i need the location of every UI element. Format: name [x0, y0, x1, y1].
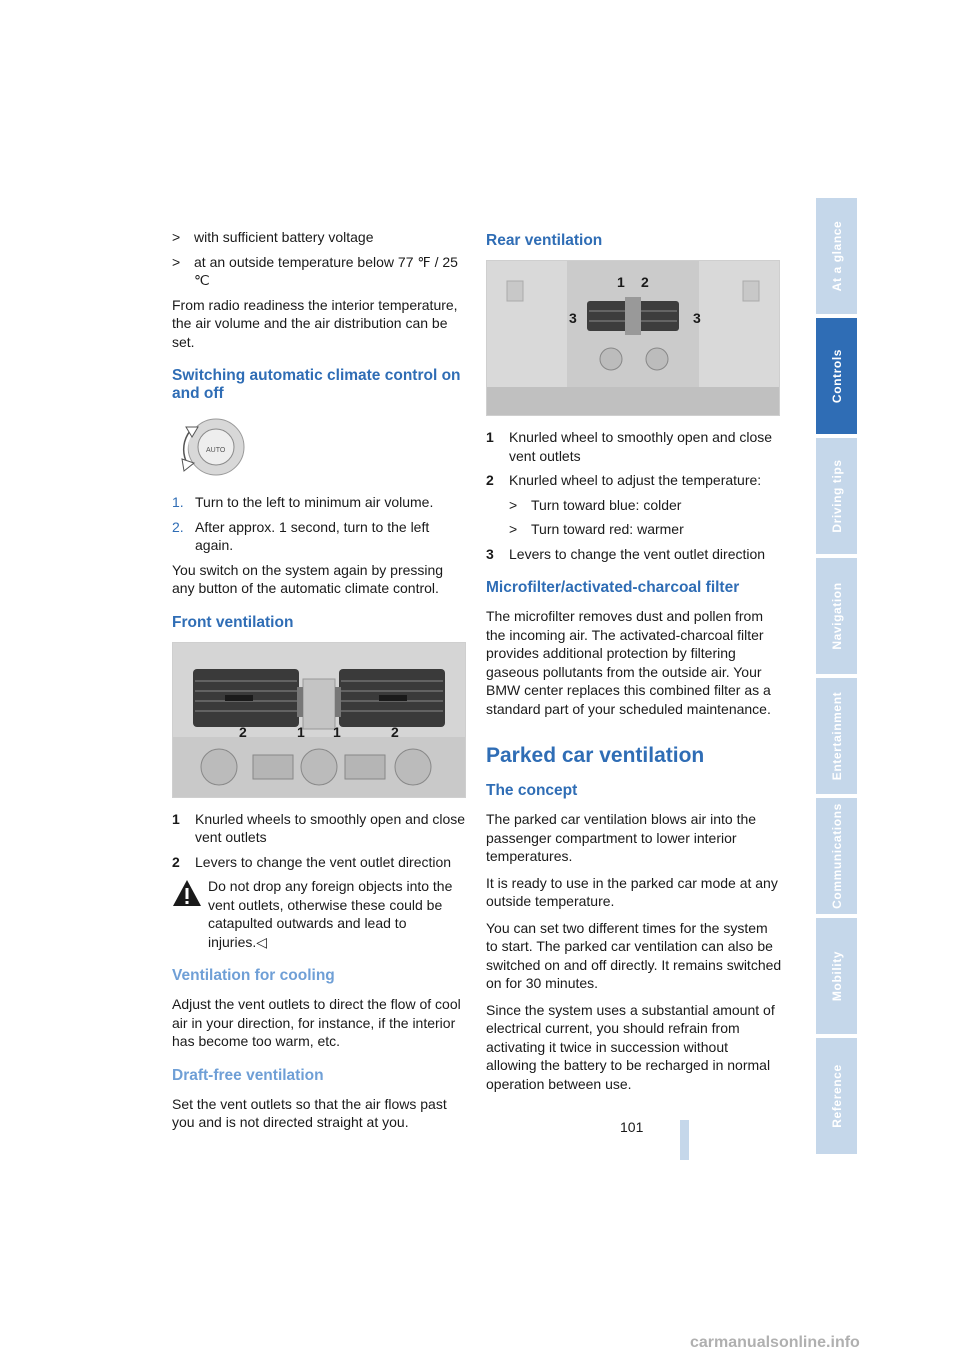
bullet-item [172, 253, 468, 290]
page-number-bar [680, 1120, 689, 1160]
legend-number: 3 [486, 545, 494, 562]
knob-illustration [172, 413, 252, 483]
legend-text: Knurled wheel to smoothly open and close vent outlets [509, 429, 773, 464]
legend-number: 2 [172, 853, 180, 870]
bullet-marker: > [509, 496, 518, 513]
concept-paragraph: The parked car ventilation blows air into the passenger compartment to lower interior temperatures. [486, 811, 757, 864]
heading-concept: The concept [486, 782, 578, 799]
bullet-marker: > [509, 521, 518, 537]
tab-driving-tips[interactable] [816, 438, 857, 554]
warning-icon [172, 879, 202, 907]
legend-text: Levers to change the vent outlet direction [509, 545, 766, 562]
tab-controls[interactable] [816, 318, 857, 434]
tab-entertainment[interactable] [816, 678, 857, 794]
tab-communications[interactable] [816, 798, 857, 914]
draft-text: Set the vent outlets so that the air flows past you and is not directed straight at you. [172, 1095, 447, 1130]
tab-label: Mobility [829, 950, 844, 1002]
bullet-text: Turn toward blue: colder [531, 496, 682, 513]
sub-bullet [509, 496, 782, 515]
heading-front-ventilation: Front ventilation [172, 613, 294, 631]
callout-2-left: 2 [239, 723, 247, 740]
legend-text: Levers to change the vent outlet direction [195, 853, 452, 870]
sub-bullet [509, 520, 782, 539]
legend-item [486, 545, 782, 564]
intro-paragraph: From radio readiness the interior temperature, the air volume and the air distribution can be set. [172, 296, 458, 350]
switching-note: You switch on the system again by pressing any button of the automatic climate control. [172, 561, 444, 596]
step-number: 1. [172, 494, 184, 510]
step-number: 2. [172, 518, 184, 535]
concept-paragraph: You can set two different times for the system to start. The parked car ventilation can also be switched on and off directly. It remains switched on for 30 minutes. [486, 919, 782, 991]
bullet-text: at an outside temperature below 77 ℉ / 25 ℃ [194, 253, 458, 288]
tab-label: Entertainment [829, 691, 844, 781]
callout-3-right: 3 [693, 310, 701, 326]
bullet-marker: > [172, 253, 181, 270]
front-ventilation-figure [172, 642, 466, 798]
legend-number: 1 [486, 429, 494, 445]
tab-label: Controls [829, 348, 844, 404]
rear-ventilation-figure [486, 260, 780, 416]
right-column [486, 228, 782, 1101]
tab-label: Driving tips [829, 459, 844, 533]
tab-label: At a glance [829, 220, 844, 292]
callout-1-left: 1 [297, 723, 305, 740]
heading-rear-ventilation: Rear ventilation [486, 232, 603, 249]
legend-number: 1 [172, 810, 180, 827]
tab-label: Navigation [829, 582, 844, 650]
step-text: Turn to the left to minimum air volume. [195, 494, 434, 510]
tab-label: Reference [829, 1064, 844, 1128]
concept-paragraph: It is ready to use in the parked car mode at any outside temperature. [486, 874, 778, 909]
tab-mobility[interactable] [816, 918, 857, 1034]
tab-navigation[interactable] [816, 558, 857, 674]
watermark: carmanualsonline.info [690, 1334, 860, 1351]
warning-text: Do not drop any foreign objects into the vent outlets, otherwise these could be catapulted outwards and lead to injuries.◁ [208, 878, 453, 950]
bullet-text: Turn toward red: warmer [531, 521, 684, 537]
callout-1-right: 1 [333, 723, 341, 740]
tab-label: Communications [829, 803, 844, 909]
filter-text: The microfilter removes dust and pollen from the incoming air. The activated-charcoal filter provides additional protection by filtering gaseous pollutants from the outside air. Your BMW center replaces this combined filter as a standard part of your scheduled maintenance. [486, 608, 771, 717]
legend-item [172, 810, 468, 847]
cooling-text: Adjust the vent outlets to direct the flow of cool air in your direction, for instance, if the interior has become too warm, etc. [172, 996, 461, 1049]
callout-1: 1 [617, 274, 625, 290]
heading-draft-free: Draft-free ventilation [172, 1066, 324, 1084]
knob-auto-label: AUTO [206, 447, 226, 454]
left-column [172, 228, 468, 1140]
legend-item [172, 853, 468, 872]
callout-2-right: 2 [391, 723, 399, 740]
legend-text: Knurled wheels to smoothly open and close vent outlets [195, 810, 466, 845]
legend-number: 2 [486, 472, 494, 488]
bullet-text: with sufficient battery voltage [194, 229, 374, 245]
legend-item [486, 428, 782, 465]
section-title-parked: Parked car ventilation [486, 744, 705, 767]
page-number: 101 [620, 1119, 644, 1135]
bullet-marker: > [172, 229, 181, 245]
bullet-item [172, 228, 468, 247]
tab-at-a-glance[interactable] [816, 198, 857, 314]
heading-switching: Switching automatic climate control on and off [172, 367, 461, 402]
tab-reference[interactable] [816, 1038, 857, 1154]
warning-note [172, 877, 468, 951]
heading-cooling: Ventilation for cooling [172, 967, 335, 984]
step-text: After approx. 1 second, turn to the left again. [195, 518, 430, 553]
heading-filter: Microfilter/activated-charcoal filter [486, 579, 740, 596]
callout-3-left: 3 [569, 310, 577, 326]
step-item [172, 493, 468, 512]
step-item [172, 518, 468, 555]
concept-paragraph: Since the system uses a substantial amount of electrical current, you should refrain from activating it twice in succession without allowing the battery to be recharged in normal operation between use. [486, 1001, 775, 1092]
legend-item [486, 471, 782, 490]
legend-text: Knurled wheel to adjust the temperature: [509, 472, 762, 488]
chapter-sidebar [816, 198, 857, 1158]
callout-2: 2 [641, 274, 649, 290]
